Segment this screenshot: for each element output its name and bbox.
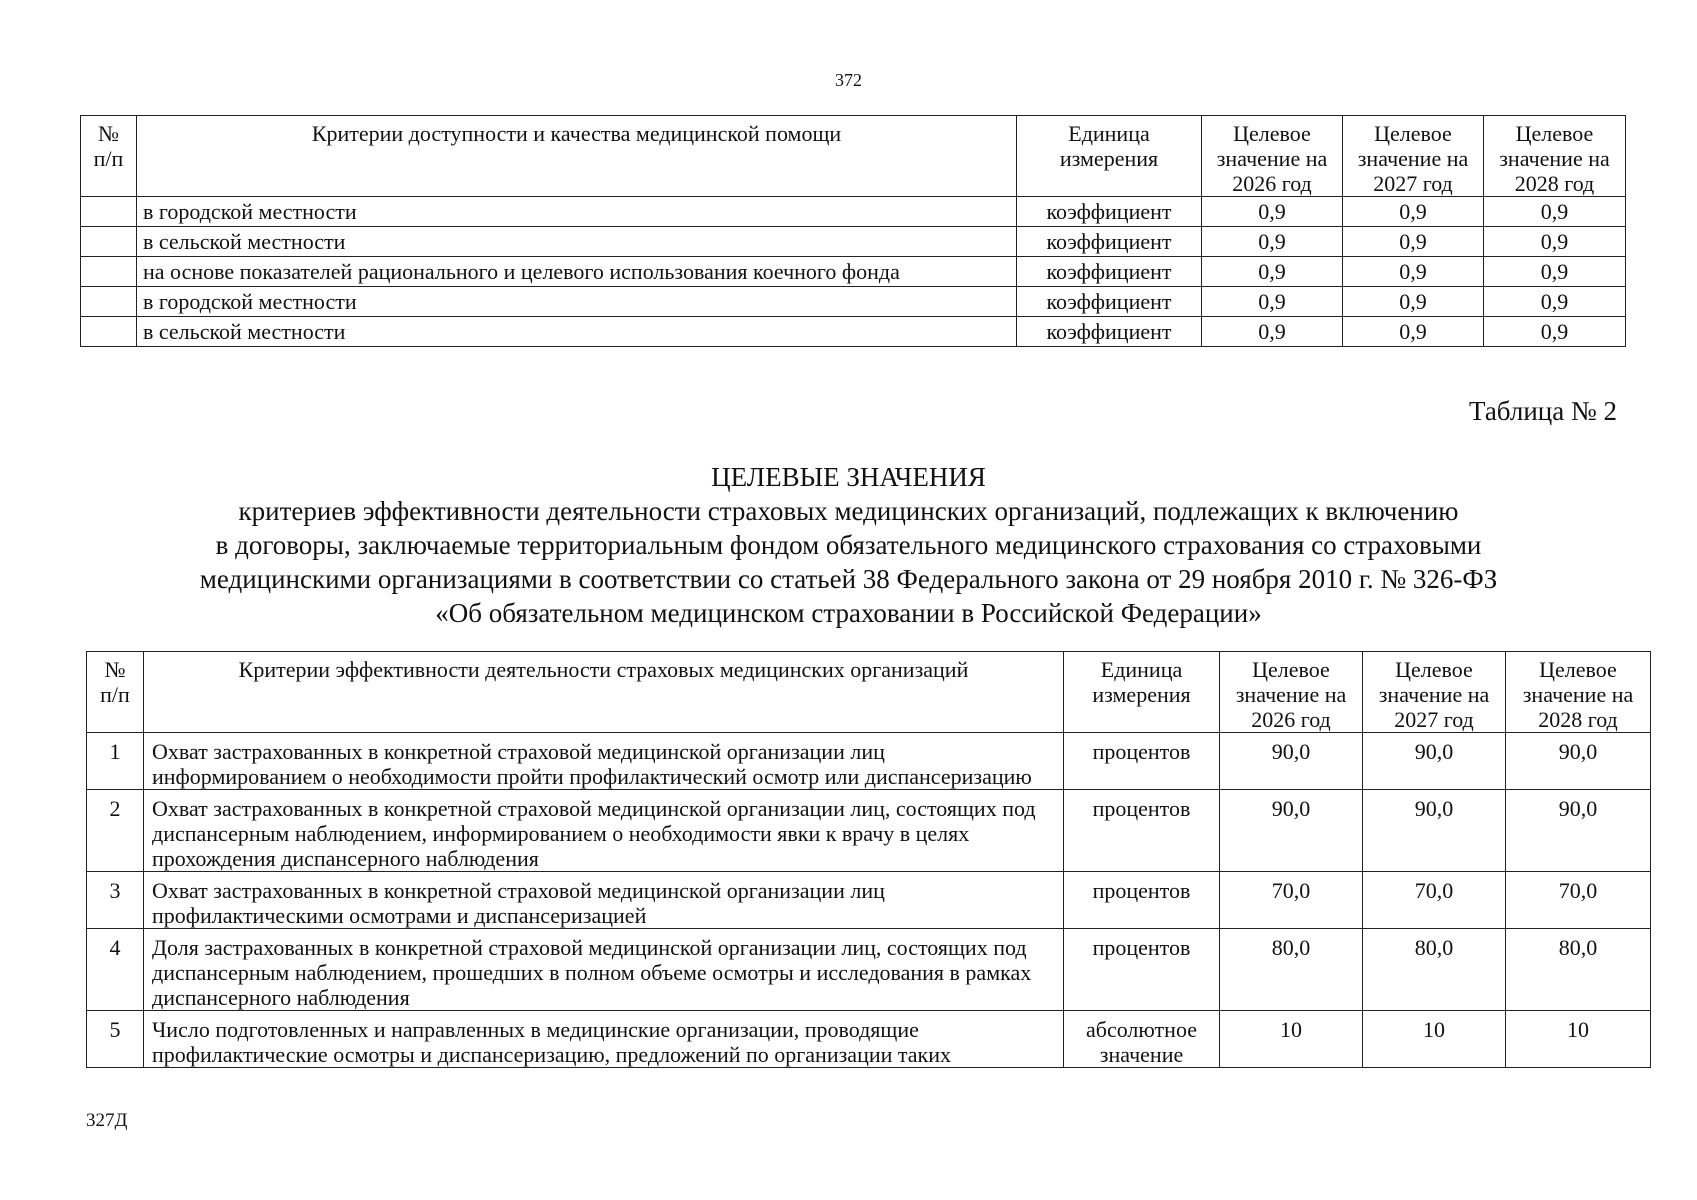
- row-criteria: Число подготовленных и направленных в медицинские организации, проводящие профилактические осмотры и диспансеризацию, предложений по организации таких: [144, 1011, 1064, 1068]
- table-row: [87, 790, 1651, 872]
- row-criteria: Доля застрахованных в конкретной страховой медицинской организации лиц, состоящих под диспансерным наблюдением, прошедших в полном объеме осмотры и исследования в рамках диспансерного наблюдения: [144, 929, 1064, 1011]
- row-criteria: в сельской местности: [137, 227, 1017, 257]
- row-target-2026: 90,0: [1220, 790, 1363, 872]
- row-unit: процентов: [1064, 790, 1220, 872]
- row-unit: коэффициент: [1017, 197, 1202, 227]
- row-target-2027: 0,9: [1343, 227, 1484, 257]
- row-unit: коэффициент: [1017, 227, 1202, 257]
- row-criteria: на основе показателей рационального и целевого использования коечного фонда: [137, 257, 1017, 287]
- row-target-2027: 70,0: [1363, 872, 1506, 929]
- row-target-2026: 0,9: [1202, 257, 1343, 287]
- row-target-2027: 90,0: [1363, 733, 1506, 790]
- row-number: 4: [87, 929, 144, 1011]
- header-criteria: Критерии доступности и качества медицинской помощи: [137, 116, 1017, 197]
- row-target-2028: 0,9: [1484, 197, 1626, 227]
- row-target-2028: 10: [1506, 1011, 1651, 1068]
- row-target-2026: 90,0: [1220, 733, 1363, 790]
- efficiency-criteria-table: [86, 651, 1651, 1068]
- row-target-2028: 80,0: [1506, 929, 1651, 1011]
- row-target-2027: 0,9: [1343, 287, 1484, 317]
- row-criteria: в сельской местности: [137, 317, 1017, 347]
- header-target-2028: Целевое значение на 2028 год: [1506, 652, 1651, 733]
- row-target-2028: 70,0: [1506, 872, 1651, 929]
- row-target-2027: 0,9: [1343, 197, 1484, 227]
- header-number: № п/п: [81, 116, 137, 197]
- header-target-2027: Целевое значение на 2027 год: [1343, 116, 1484, 197]
- row-criteria: в городской местности: [137, 197, 1017, 227]
- table-row: [87, 1011, 1651, 1068]
- row-unit: процентов: [1064, 872, 1220, 929]
- row-number: [81, 197, 137, 227]
- heading-line: в договоры, заключаемые территориальным фондом обязательного медицинского страхования со страховыми: [215, 530, 1482, 560]
- header-target-2027: Целевое значение на 2027 год: [1363, 652, 1506, 733]
- row-unit: процентов: [1064, 929, 1220, 1011]
- row-number: 1: [87, 733, 144, 790]
- header-unit: Единица измерения: [1064, 652, 1220, 733]
- row-target-2027: 0,9: [1343, 317, 1484, 347]
- header-target-2026: Целевое значение на 2026 год: [1202, 116, 1343, 197]
- row-target-2026: 10: [1220, 1011, 1363, 1068]
- header-number: № п/п: [87, 652, 144, 733]
- document-code: 327Д: [86, 1110, 128, 1131]
- row-criteria: Охват застрахованных в конкретной страховой медицинской организации лиц информированием о необходимости пройти профилактический осмотр или диспансеризацию: [144, 733, 1064, 790]
- row-criteria: Охват застрахованных в конкретной страховой медицинской организации лиц профилактическими осмотрами и диспансеризацией: [144, 872, 1064, 929]
- heading-line: «Об обязательном медицинском страховании в Российской Федерации»: [435, 598, 1262, 628]
- table-row: [87, 733, 1651, 790]
- row-number: 5: [87, 1011, 144, 1068]
- table-row: [81, 257, 1626, 287]
- heading-line: медицинскими организациями в соответствии со статьей 38 Федерального закона от 29 ноября 2010 г. № 326-ФЗ: [199, 564, 1498, 594]
- header-target-2028: Целевое значение на 2028 год: [1484, 116, 1626, 197]
- row-unit: коэффициент: [1017, 317, 1202, 347]
- page-number: 372: [835, 70, 862, 90]
- table-header-row: [87, 652, 1651, 733]
- table-label: Таблица № 2: [1469, 396, 1617, 426]
- header-criteria: Критерии эффективности деятельности страховых медицинских организаций: [144, 652, 1064, 733]
- row-target-2027: 80,0: [1363, 929, 1506, 1011]
- row-number: [81, 317, 137, 347]
- row-target-2026: 0,9: [1202, 317, 1343, 347]
- row-target-2028: 0,9: [1484, 287, 1626, 317]
- table-row: [81, 227, 1626, 257]
- row-unit: процентов: [1064, 733, 1220, 790]
- row-criteria: в городской местности: [137, 287, 1017, 317]
- row-number: [81, 257, 137, 287]
- row-target-2028: 0,9: [1484, 317, 1626, 347]
- table-row: [81, 287, 1626, 317]
- row-criteria: Охват застрахованных в конкретной страховой медицинской организации лиц, состоящих под диспансерным наблюдением, информированием о необходимости явки к врачу в целях прохождения диспансерного наблюдения: [144, 790, 1064, 872]
- row-number: [81, 287, 137, 317]
- accessibility-criteria-table: [80, 115, 1626, 347]
- row-number: 3: [87, 872, 144, 929]
- table-header-row: [81, 116, 1626, 197]
- table-row: [81, 197, 1626, 227]
- row-unit: коэффициент: [1017, 257, 1202, 287]
- row-target-2026: 0,9: [1202, 227, 1343, 257]
- table-row: [87, 872, 1651, 929]
- row-target-2027: 90,0: [1363, 790, 1506, 872]
- row-target-2027: 10: [1363, 1011, 1506, 1068]
- row-target-2026: 0,9: [1202, 197, 1343, 227]
- heading-line: критериев эффективности деятельности страховых медицинских организаций, подлежащих к включению: [238, 496, 1459, 526]
- row-target-2026: 80,0: [1220, 929, 1363, 1011]
- row-unit: абсолютное значение: [1064, 1011, 1220, 1068]
- table-row: [81, 317, 1626, 347]
- row-number: [81, 227, 137, 257]
- row-target-2026: 70,0: [1220, 872, 1363, 929]
- row-target-2027: 0,9: [1343, 257, 1484, 287]
- document-heading: [60, 460, 1637, 630]
- row-number: 2: [87, 790, 144, 872]
- row-unit: коэффициент: [1017, 287, 1202, 317]
- row-target-2028: 0,9: [1484, 257, 1626, 287]
- row-target-2026: 0,9: [1202, 287, 1343, 317]
- header-unit: Единица измерения: [1017, 116, 1202, 197]
- row-target-2028: 90,0: [1506, 790, 1651, 872]
- heading-title: ЦЕЛЕВЫЕ ЗНАЧЕНИЯ: [711, 462, 986, 492]
- row-target-2028: 0,9: [1484, 227, 1626, 257]
- table-row: [87, 929, 1651, 1011]
- header-target-2026: Целевое значение на 2026 год: [1220, 652, 1363, 733]
- row-target-2028: 90,0: [1506, 733, 1651, 790]
